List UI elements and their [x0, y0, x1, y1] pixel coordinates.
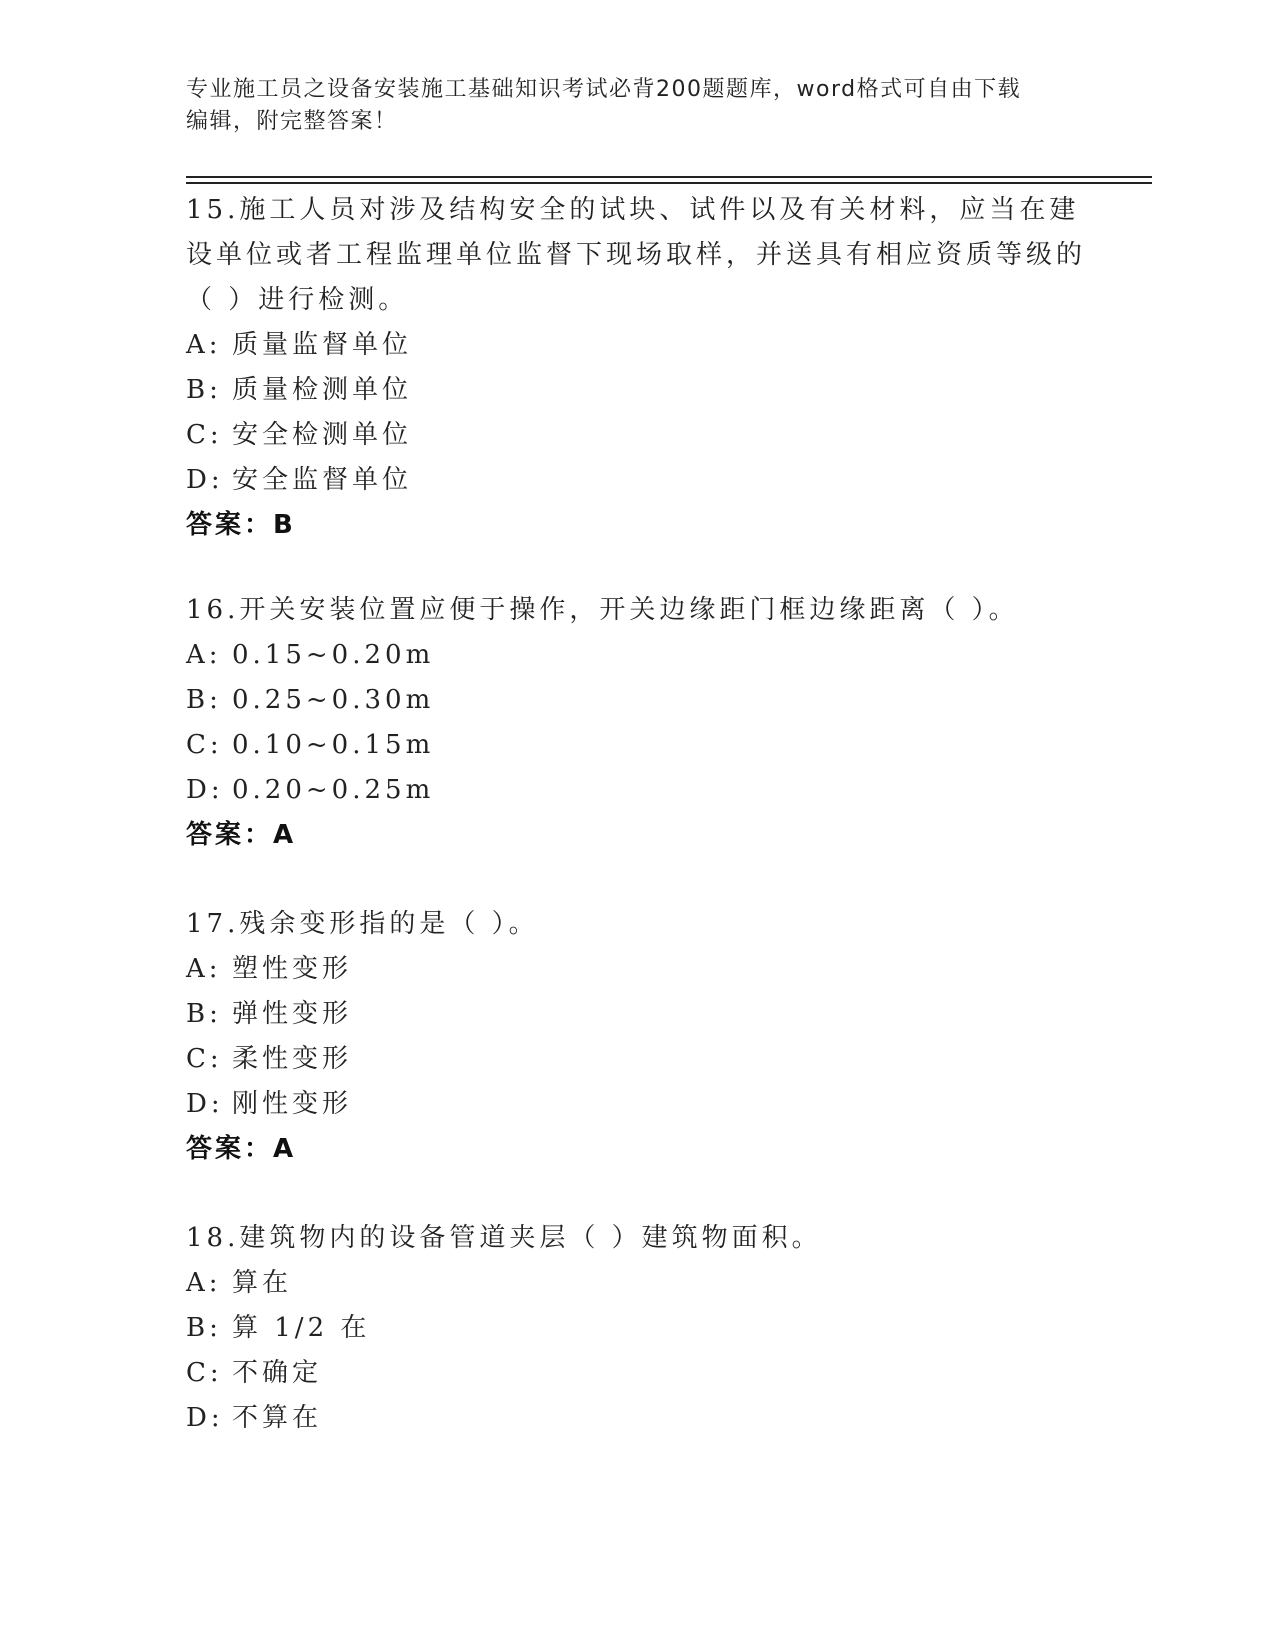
option-c: C: 不确定: [186, 1358, 323, 1388]
option-b: B: 质量检测单位: [186, 375, 413, 405]
header-divider-top: [186, 176, 1152, 178]
option-d: D: 刚性变形: [186, 1089, 353, 1119]
question-18: [186, 1216, 1086, 1441]
header-title-line-1: 专业施工员之设备安装施工基础知识考试必背200题题库，word格式可自由下载: [186, 77, 1022, 102]
answer-line: 答案：B: [186, 510, 296, 540]
option-b: B: 算 1/2 在: [186, 1313, 371, 1343]
answer-line: 答案：A: [186, 1134, 297, 1164]
option-a: A: 塑性变形: [186, 954, 353, 984]
option-a: A: 算在: [186, 1268, 293, 1298]
question-17: [186, 902, 1086, 1172]
question-16: [186, 588, 1086, 858]
option-c: C: 柔性变形: [186, 1044, 353, 1074]
option-d: D: 不算在: [186, 1403, 323, 1433]
question-text: 15.施工人员对涉及结构安全的试块、试件以及有关材料，应当在建设单位或者工程监理单位监督下现场取样，并送具有相应资质等级的（ ）进行检测。: [186, 195, 1087, 315]
header-divider-bottom: [186, 182, 1152, 184]
option-a: A: 0.15~0.20m: [186, 640, 435, 670]
option-c: C: 0.10~0.15m: [186, 730, 435, 760]
option-b: B: 0.25~0.30m: [186, 685, 435, 715]
question-text: 16.开关安装位置应便于操作，开关边缘距门框边缘距离（ ）。: [186, 595, 1019, 625]
question-text: 17.残余变形指的是（ ）。: [186, 909, 539, 939]
document-header: [186, 74, 1086, 138]
question-15: [186, 188, 1086, 548]
option-d: D: 安全监督单位: [186, 465, 413, 495]
option-a: A: 质量监督单位: [186, 330, 413, 360]
answer-line: 答案：A: [186, 820, 297, 850]
header-title-line-2: 编辑，附完整答案！: [186, 109, 398, 134]
option-b: B: 弹性变形: [186, 999, 353, 1029]
option-d: D: 0.20~0.25m: [186, 775, 435, 805]
option-c: C: 安全检测单位: [186, 420, 413, 450]
question-text: 18.建筑物内的设备管道夹层（ ）建筑物面积。: [186, 1223, 822, 1253]
